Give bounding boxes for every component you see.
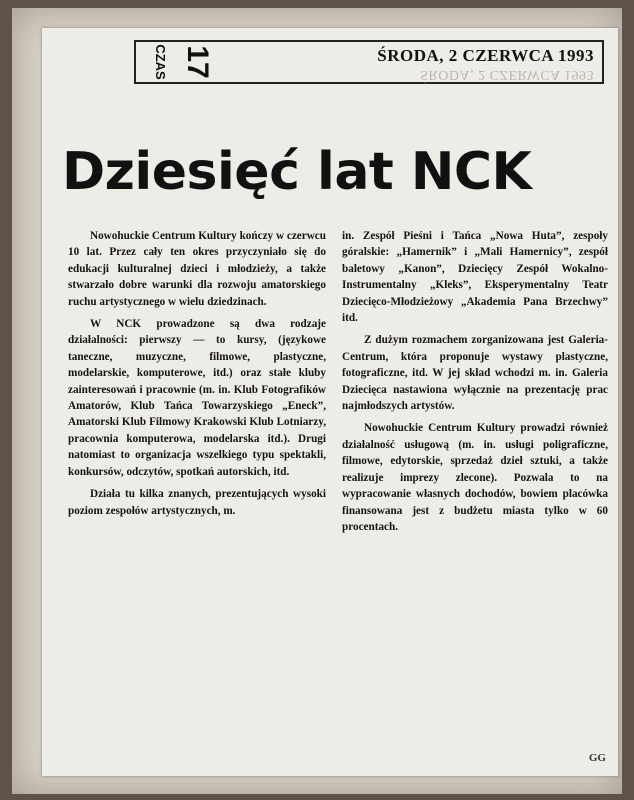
logo-text: CZAS xyxy=(153,44,168,80)
masthead xyxy=(134,40,604,84)
paragraph: Nowohuckie Centrum Kultury prowadzi również działalność usługową (m. in. usługi poligraficzne, filmowe, edytorskie, sprzedaż dzieł sztuki, a także realizuje imprezy zlecone). Pozwala to na wypracowanie własnych dochodów, bowiem placówka finansowana jest z budżetu miasta tylko w 60 procentach. xyxy=(342,422,608,533)
czas-logo-icon xyxy=(140,44,220,80)
newspaper-clipping xyxy=(42,28,618,776)
paragraph: W NCK prowadzone są dwa rodzaje działalności: pierwszy — to kursy, (językowe taneczne, muzyczne, filmowe, plastyczne, modelarskie, komputerowe, itd.) oraz stałe kluby zainteresowań i pracownie (m. in. Klub Fotografików Amatorów, Klub Tańca Towarzyskiego „Eneck”, Amatorski Klub Filmowy Krakowski Klub Lotniarzy, pracownia komputerowa, modelarska itd.). Drugi natomiast to organizacja wszelkiego typu spektakli, konkursów, odczytów, spotkań autorskich, itd. xyxy=(68,318,326,478)
album-page xyxy=(12,8,622,794)
author-signature: GG xyxy=(588,752,606,764)
left-column xyxy=(68,228,326,525)
paragraph: Nowohuckie Centrum Kultury kończy w czerwcu 10 lat. Przez cały ten okres przyczyniało się do edukacji kulturalnej dzieci i młodzieży, a także stwarzało dobre warunki dla rozwoju amatorskiego ruchu artystycznego w wielu dziedzinach. xyxy=(68,230,326,308)
paragraph: Z dużym rozmachem zorganizowana jest Galeria-Centrum, która proponuje wystawy plastyczne, fotograficzne, itd. W jej skład wchodzi m. in. Galeria Dziecięca nastawiona wyłącznie na prezentację prac najmłodszych artystów. xyxy=(342,334,608,413)
issue-number: 17 xyxy=(181,45,215,79)
article-headline: Dziesięć lat NCK xyxy=(62,142,532,202)
newspaper-logo xyxy=(140,44,220,80)
issue-date: ŚRODA, 2 CZERWCA 1993 xyxy=(377,46,594,65)
right-column xyxy=(342,228,608,541)
paragraph: in. Zespół Pieśni i Tańca „Nowa Huta”, zespoły góralskie: „Hamernik” i „Mali Hamernicy”, zespół baletowy „Kanon”, Dziecięcy Zespół Wokalno-Instrumentalny „Kleks”, Eksperymentalny Teatr Dziecięco-Młodzieżowy „Akademia Pana Brzechwy” itd. xyxy=(342,230,608,325)
paragraph: Działa tu kilka znanych, prezentujących wysoki poziom zespołów artystycznych, m. xyxy=(68,488,326,517)
bleed-through-date: ŚRODA, 2 CZERWCA 1993 xyxy=(420,67,594,82)
